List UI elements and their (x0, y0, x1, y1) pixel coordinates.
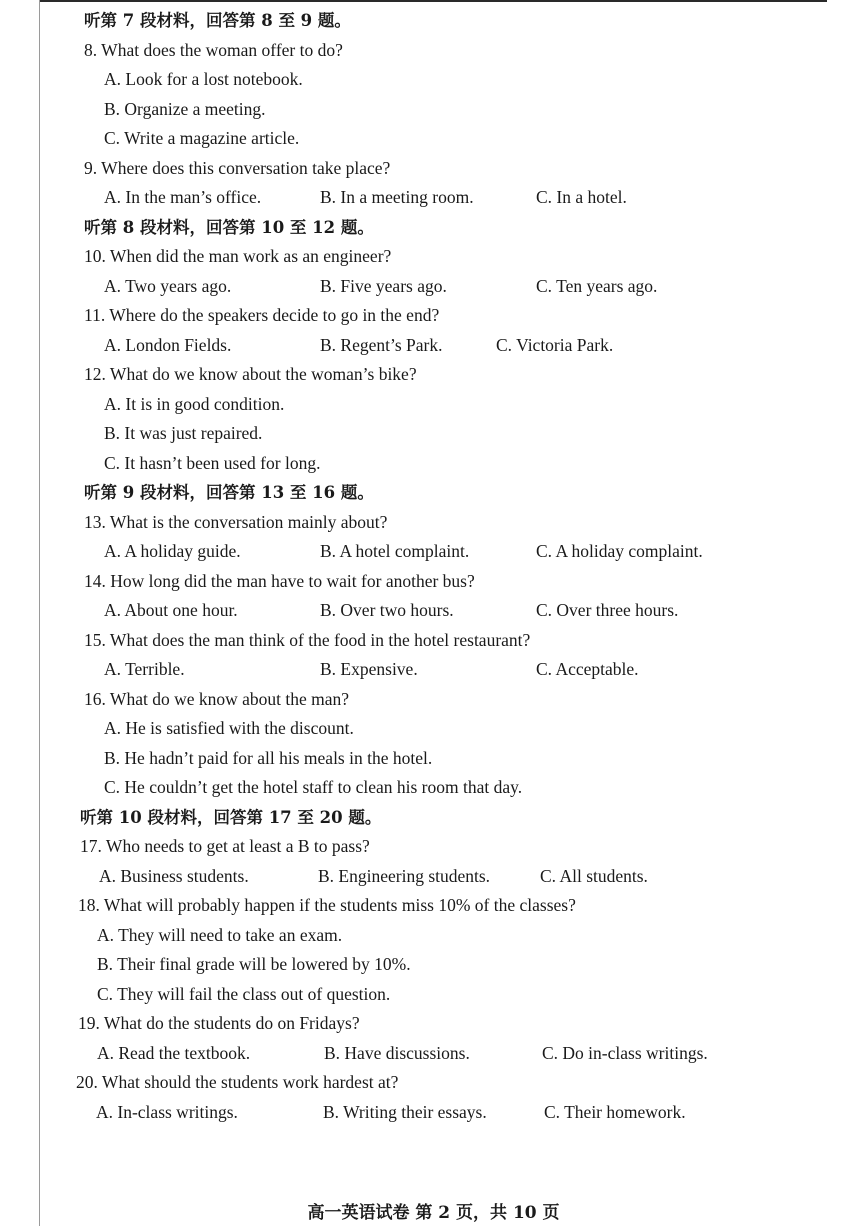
question-17-options (0, 862, 867, 892)
question-10-stem: 10. When did the man work as an engineer? (84, 246, 392, 266)
question-18-option-a: A. They will need to take an exam. (97, 924, 343, 945)
question-11-option-a: A. London Fields. (104, 334, 232, 355)
question-8-option-c: C. Write a magazine article. (104, 128, 300, 148)
question-19-stem: 19. What do the students do on Fridays? (78, 1013, 360, 1033)
section-heading: 听第 8 段材料，回答第 10 至 12 题。 (84, 217, 374, 237)
question-10-option-a: A. Two years ago. (104, 275, 232, 296)
question-14-option-a: A. About one hour. (104, 600, 238, 620)
question-9-option-c: C. In a hotel. (536, 187, 627, 207)
question-14-stem: 14. How long did the man have to wait for another bus? (84, 570, 475, 591)
question-17-option-a: A. Business students. (99, 865, 249, 886)
question-14-option-b: B. Over two hours. (320, 600, 454, 620)
section-heading: 听第 7 段材料，回答第 8 至 9 题。 (84, 11, 351, 30)
question-19-options (0, 1039, 867, 1069)
question-15-option-c: C. Acceptable. (536, 659, 639, 679)
question-10-option-c: C. Ten years ago. (536, 275, 658, 296)
question-13-option-c: C. A holiday complaint. (536, 541, 703, 561)
page-footer: 高一英语试卷 第 2 页，共 10 页 (307, 1203, 560, 1223)
question-15-options (0, 655, 867, 685)
question-15-option-b: B. Expensive. (320, 659, 418, 679)
question-17-option-c: C. All students. (540, 865, 648, 886)
question-11-option-b: B. Regent’s Park. (320, 334, 443, 355)
question-20-options (0, 1098, 867, 1128)
section-heading: 听第 10 段材料，回答第 17 至 20 题。 (80, 807, 382, 827)
question-18-option-b: B. Their final grade will be lowered by 10%. (97, 954, 411, 974)
question-12-option-a: A. It is in good condition. (104, 393, 285, 414)
question-17-stem: 17. Who needs to get at least a B to pass? (80, 836, 370, 856)
question-13-option-a: A. A holiday guide. (104, 541, 241, 561)
section-heading: 听第 9 段材料，回答第 13 至 16 题。 (84, 483, 374, 502)
question-14-options (0, 596, 867, 626)
question-10-option-b: B. Five years ago. (320, 275, 447, 296)
question-20-option-b: B. Writing their essays. (323, 1101, 487, 1122)
question-12-stem: 12. What do we know about the woman’s bike? (84, 364, 417, 384)
question-9-option-a: A. In the man’s office. (104, 187, 262, 207)
top-rule (40, 0, 827, 2)
question-13-option-b: B. A hotel complaint. (320, 541, 470, 561)
question-8-stem: 8. What does the woman offer to do? (84, 39, 343, 60)
question-16-option-a: A. He is satisfied with the discount. (104, 718, 354, 738)
question-16-stem: 16. What do we know about the man? (84, 688, 350, 709)
question-9-options (0, 183, 867, 213)
question-11-option-c: C. Victoria Park. (496, 334, 614, 355)
exam-page-content (0, 6, 867, 1127)
question-12-option-c: C. It hasn’t been used for long. (104, 452, 321, 473)
question-20-option-c: C. Their homework. (544, 1101, 686, 1122)
question-11-options (0, 331, 867, 361)
question-20-option-a: A. In-class writings. (96, 1101, 238, 1122)
question-9-option-b: B. In a meeting room. (320, 187, 474, 207)
question-14-option-c: C. Over three hours. (536, 600, 679, 620)
question-15-option-a: A. Terrible. (104, 659, 185, 679)
question-10-options (0, 272, 867, 302)
question-19-option-b: B. Have discussions. (324, 1042, 470, 1063)
question-15-stem: 15. What does the man think of the food in the hotel restaurant? (84, 629, 531, 650)
question-9-stem: 9. Where does this conversation take place? (84, 157, 391, 178)
question-17-option-b: B. Engineering students. (318, 865, 491, 886)
question-19-option-a: A. Read the textbook. (97, 1042, 251, 1063)
question-16-option-b: B. He hadn’t paid for all his meals in the hotel. (104, 747, 433, 768)
question-11-stem: 11. Where do the speakers decide to go in the end? (84, 305, 440, 325)
question-8-option-b: B. Organize a meeting. (104, 98, 266, 119)
question-8-option-a: A. Look for a lost notebook. (104, 69, 303, 89)
question-16-option-c: C. He couldn’t get the hotel staff to clean his room that day. (104, 777, 523, 797)
question-19-option-c: C. Do in-class writings. (542, 1042, 708, 1063)
question-18-stem: 18. What will probably happen if the students miss 10% of the classes? (78, 895, 576, 915)
question-20-stem: 20. What should the students work hardest at? (76, 1072, 399, 1092)
question-18-option-c: C. They will fail the class out of question. (97, 983, 391, 1004)
question-13-options (0, 537, 867, 567)
question-13-stem: 13. What is the conversation mainly about? (84, 511, 388, 532)
question-12-option-b: B. It was just repaired. (104, 423, 263, 443)
